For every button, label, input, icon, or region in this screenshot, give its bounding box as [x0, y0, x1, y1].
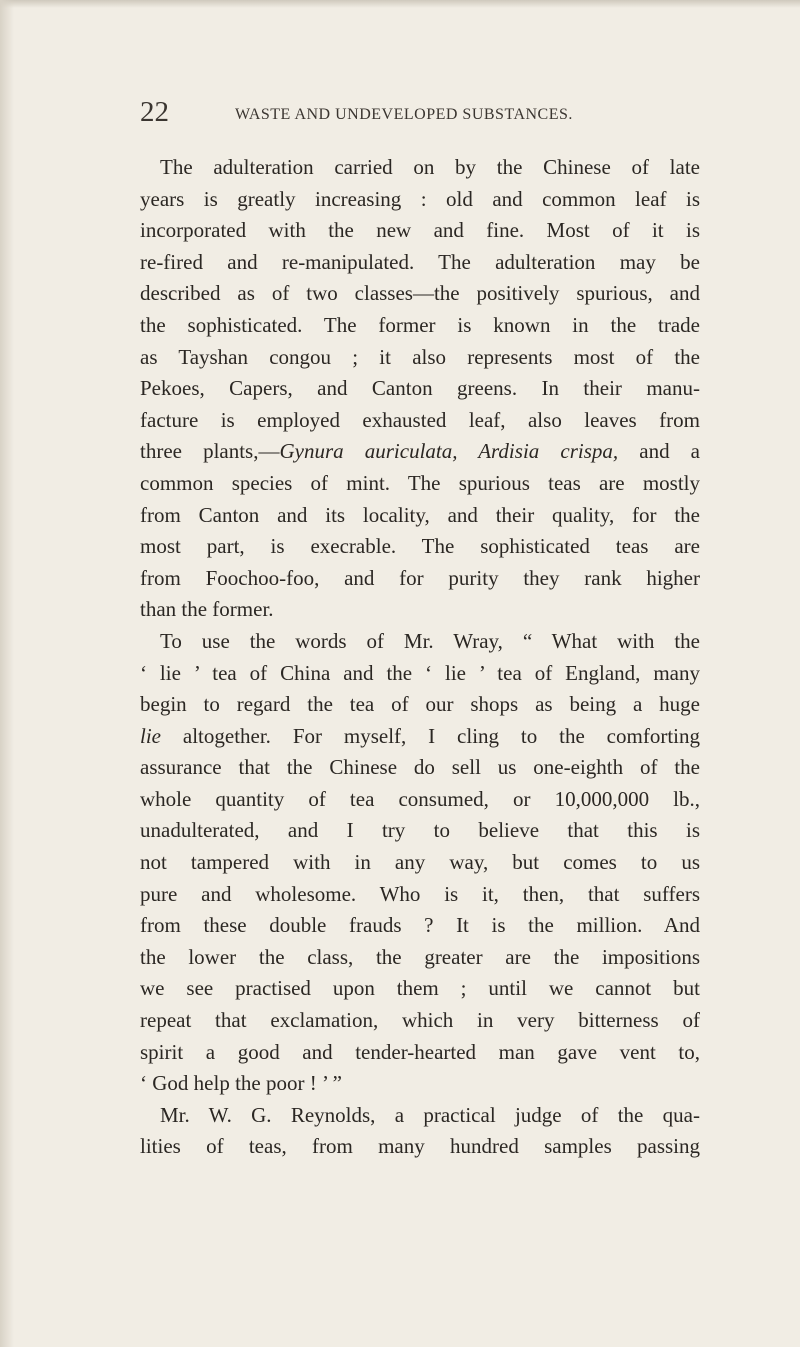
text-fragment: altogether. For myself, I cling to the comforting	[161, 723, 700, 748]
body-text	[140, 152, 700, 1163]
text-line: assurance that the Chinese do sell us one-eighth of the	[140, 755, 700, 780]
text-line: Pekoes, Capers, and Canton greens. In their manu-	[140, 376, 700, 401]
text-line: Mr. W. G. Reynolds, a practical judge of the qua-	[160, 1102, 700, 1127]
text-line: from Foochoo-foo, and for purity they rank higher	[140, 565, 700, 590]
text-line: ‘ lie ’ tea of China and the ‘ lie ’ tea of England, many	[140, 660, 700, 685]
page-header	[140, 96, 700, 136]
text-line: not tampered with in any way, but comes to us	[140, 850, 700, 875]
italic-word-lie: lie	[140, 723, 161, 748]
running-head: WASTE AND UNDEVELOPED SUBSTANCES.	[235, 106, 573, 123]
text-line: most part, is execrable. The sophisticated teas are	[140, 534, 700, 559]
text-fragment: and a	[618, 439, 700, 464]
text-line: we see practised upon them ; until we cannot but	[140, 976, 700, 1001]
text-line: repeat that exclamation, which in very bitterness of	[140, 1008, 700, 1033]
text-line: spirit a good and tender-hearted man gave vent to,	[140, 1039, 700, 1064]
text-line-with-italics	[140, 436, 700, 468]
text-line: from Canton and its locality, and their quality, for the	[140, 502, 700, 527]
text-line: from these double frauds ? It is the million. And	[140, 913, 700, 938]
page-binding-shadow	[0, 0, 14, 1347]
text-line: the sophisticated. The former is known in the trade	[140, 312, 700, 337]
text-line: re-fired and re-manipulated. The adulteration may be	[140, 249, 700, 274]
text-line: incorporated with the new and fine. Most of it is	[140, 218, 700, 243]
text-line: years is greatly increasing : old and common leaf is	[140, 186, 700, 211]
text-fragment: three plants,—	[140, 439, 280, 464]
text-line: lities of teas, from many hundred samples passing	[140, 1134, 700, 1159]
text-line: whole quantity of tea consumed, or 10,000,000 lb.,	[140, 786, 700, 811]
text-line: described as of two classes—the positively spurious, and	[140, 281, 700, 306]
text-line: The adulteration carried on by the Chinese of late	[160, 155, 700, 179]
text-line: pure and wholesome. Who is it, then, that suffers	[140, 881, 700, 906]
text-line: common species of mint. The spurious teas are mostly	[140, 470, 700, 495]
text-line: as Tayshan congou ; it also represents most of the	[140, 344, 700, 369]
text-line: begin to regard the tea of our shops as being a huge	[140, 692, 700, 717]
text-line-with-italics	[140, 721, 700, 753]
text-line: ‘ God help the poor ! ’ ”	[140, 1071, 342, 1096]
text-line: To use the words of Mr. Wray, “ What with the	[160, 628, 700, 653]
page-number: 22	[140, 96, 169, 128]
text-line: unadulterated, and I try to believe that this is	[140, 818, 700, 843]
text-line: than the former.	[140, 597, 274, 622]
page-top-edge	[0, 0, 800, 8]
text-line: facture is employed exhausted leaf, also leaves from	[140, 407, 700, 432]
text-line: the lower the class, the greater are the impositions	[140, 944, 700, 969]
italic-plant-names: Gynura auriculata, Ardisia crispa,	[279, 439, 619, 464]
